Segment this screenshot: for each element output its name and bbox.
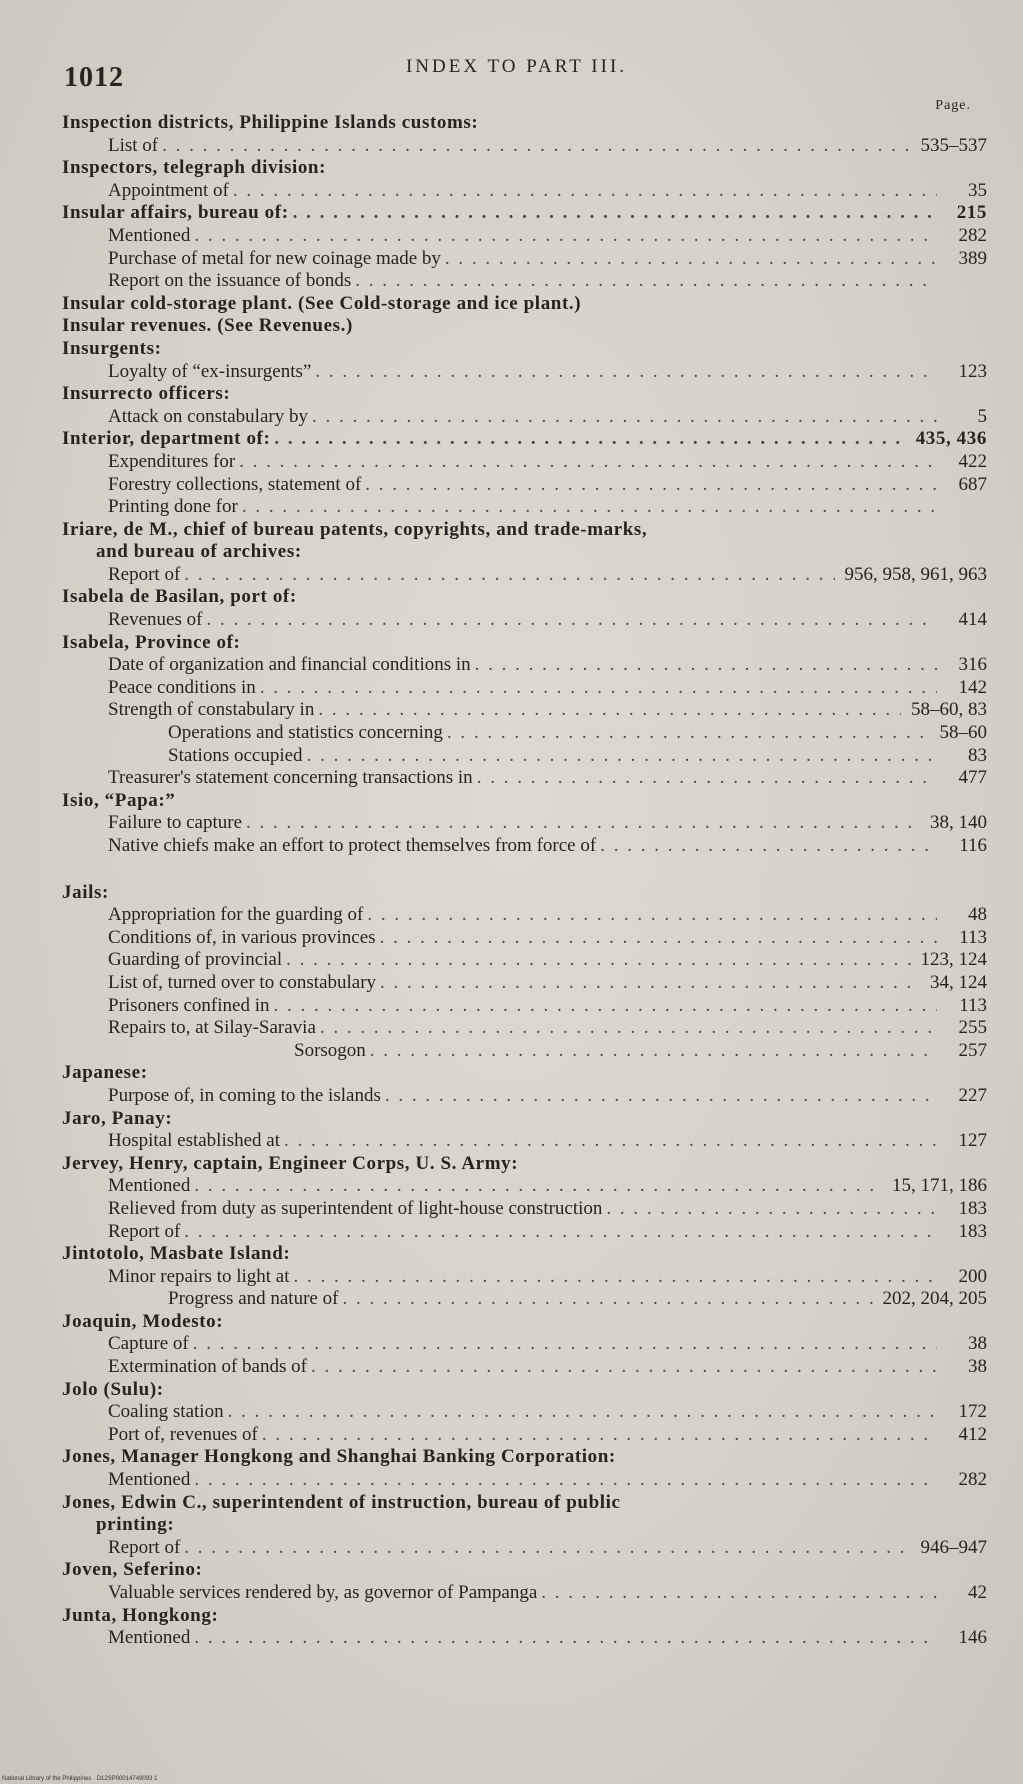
leader-dots [320,1017,937,1040]
entry-text: Progress and nature of [168,1288,339,1310]
entry-text: Valuable services rendered by, as governor of Pampanga [108,1582,538,1603]
page-reference: 202, 204, 205 [882,1288,987,1310]
page-reference: 58–60, 83 [911,699,987,721]
leader-dots [385,1085,937,1108]
leader-dots [445,248,937,271]
index-entry [0,1356,1023,1379]
page-reference: 389 [958,247,987,269]
leader-dots [246,812,920,835]
footer-credit: National Library of the Philippines · D12SP00014749093 1 [2,1776,158,1782]
entry-text: Hospital established at [108,1130,281,1152]
entry-text: Peace conditions in [108,676,256,698]
page-reference: 42 [968,1582,987,1603]
entry-text: Conditions of, in various provinces [108,926,376,948]
index-entry [0,1333,1023,1356]
running-title: INDEX TO PART III. [405,56,628,77]
entry-text: Mentioned [108,1175,191,1197]
index-heading: Isio, “Papa:” [62,789,176,811]
entry-text: Purpose of, in coming to the islands [108,1084,381,1106]
page-reference: 48 [968,904,987,926]
index-entry [0,225,1023,248]
page-reference: 183 [958,1197,987,1219]
page-reference: 142 [958,676,987,698]
leader-dots [600,835,937,858]
index-heading: Jintotolo, Masbate Island: [62,1243,291,1265]
entry-text: Purchase of metal for new coinage made by [108,247,441,269]
page-reference: 282 [958,224,987,246]
entry-text: Native chiefs make an effort to protect themselves from force of [108,835,597,856]
index-entry [0,406,1023,429]
index-entry [0,812,1023,835]
entry-text: Printing done for [108,496,238,518]
entry-text: Sorsogon [294,1039,366,1061]
leader-dots [312,406,937,429]
index-entry [0,677,1023,700]
leader-dots [380,927,937,950]
index-entry [0,135,1023,158]
entry-text: Date of organization and financial conditions in [108,654,471,676]
page-reference: 113 [959,994,987,1016]
index-entry [0,972,1023,995]
index-entry [0,564,1023,587]
page-reference: 255 [958,1017,987,1039]
leader-dots [606,1198,937,1221]
index-entry [0,1130,1023,1153]
index-entry [0,904,1023,927]
leader-dots [367,904,937,927]
entry-text: Report of [108,1536,181,1558]
leader-dots [342,1288,872,1311]
index-entry [0,767,1023,790]
leader-dots [239,451,937,474]
entry-text: List of [108,134,159,156]
index-entry [0,609,1023,632]
index-entry [0,361,1023,384]
page-reference: 38 [968,1333,987,1355]
page-reference: 477 [958,767,987,789]
page-reference: 5 [977,405,987,427]
entry-text: Appointment of [108,179,229,201]
leader-dots [162,135,910,158]
page-number: 1012 [64,62,124,93]
leader-dots [184,564,834,587]
index-entry [0,1175,1023,1198]
page-reference: 123 [958,360,987,382]
index-entry [0,1266,1023,1289]
index-entry [0,1221,1023,1244]
index-heading: Isabela, Province of: [62,631,241,653]
page-reference: 123, 124 [920,949,987,971]
page-reference: 38 [968,1356,987,1378]
entry-text: Report on the issuance of bonds [108,270,352,292]
entry-text: Expenditures for [108,450,236,472]
leader-dots [286,949,910,972]
index-heading: Jails: [62,881,109,903]
index-entry [0,474,1023,497]
index-entry [0,1469,1023,1492]
index-heading: Jolo (Sulu): [62,1378,164,1400]
index-heading: Isabela de Basilan, port of: [62,586,297,608]
page-reference: 316 [958,654,987,676]
index-heading: printing: [96,1514,175,1536]
page-reference: 113 [959,926,987,948]
index-entry [0,1085,1023,1108]
index-entry [0,1401,1023,1424]
leader-dots [293,202,937,225]
index-heading: Japanese: [62,1062,148,1084]
leader-dots [541,1582,937,1605]
leader-dots [311,1356,937,1379]
entry-text: Report of [108,563,181,585]
index-entry [0,1017,1023,1040]
leader-dots [184,1537,910,1560]
page-reference: 200 [958,1265,987,1287]
leader-dots [206,609,937,632]
entry-text: Treasurer's statement concerning transactions in [108,767,473,789]
page-reference: 83 [968,744,987,766]
index-heading: and bureau of archives: [96,541,302,563]
page-reference: 414 [958,609,987,631]
index-heading: Inspection districts, Philippine Islands customs: [62,112,479,133]
leader-dots [284,1130,937,1153]
page-reference: 435, 436 [915,428,987,450]
leader-dots [315,361,937,384]
index-entry [0,722,1023,745]
index-entry [0,949,1023,972]
index-heading: Inspectors, telegraph division: [62,157,327,179]
entry-text: Report of [108,1220,181,1242]
leader-dots [194,1469,937,1492]
entry-text: Appropriation for the guarding of [108,904,364,926]
entry-text: Port of, revenues of [108,1423,258,1445]
page-reference: 282 [958,1469,987,1491]
leader-dots [242,496,937,519]
leader-dots [294,1266,937,1289]
index-entry [0,1288,1023,1311]
index-entry [0,1198,1023,1221]
page-reference: 146 [958,1627,987,1649]
entry-text: Mentioned [108,224,191,246]
page-reference: 422 [958,450,987,472]
page-reference: 227 [958,1084,987,1106]
index-entry [0,1582,1023,1605]
page-reference: 35 [968,179,987,201]
entry-text: Coaling station [108,1401,224,1423]
page-reference: 946–947 [920,1536,987,1558]
page-reference: 127 [958,1130,987,1152]
entry-text: Relieved from duty as superintendent of light-house construction [108,1197,603,1219]
index-entry [0,1040,1023,1063]
entry-text: Revenues of [108,609,203,631]
leader-dots [307,745,937,768]
page-reference: 412 [958,1423,987,1445]
entry-text: Attack on constabulary by [108,405,308,427]
index-heading: Joaquin, Modesto: [62,1310,224,1332]
leader-dots [273,995,937,1018]
index-heading [0,202,1023,225]
index-entry [0,451,1023,474]
entry-text: Repairs to, at Silay-Saravia [108,1017,316,1039]
index-entry [0,1537,1023,1560]
index-entry [0,927,1023,950]
leader-dots [318,699,901,722]
entry-text: Stations occupied [168,744,303,766]
entry-text: List of, turned over to constabulary [108,971,377,993]
entry-text: Extermination of bands of [108,1356,307,1378]
index-entry [0,745,1023,768]
index-heading: Junta, Hongkong: [62,1604,219,1626]
index-entry [0,496,1023,519]
entry-text: Mentioned [108,1469,191,1491]
page-reference: 956, 958, 961, 963 [844,563,987,585]
leader-dots [447,722,930,745]
page-reference: 215 [956,202,987,224]
leader-dots [260,677,937,700]
page-column-label: Page. [935,98,971,113]
index-entry [0,270,1023,293]
entry-text: Guarding of provincial [108,949,283,971]
page-reference: 257 [958,1039,987,1061]
leader-dots [262,1424,937,1447]
index-heading: Jones, Edwin C., superintendent of instruction, bureau of public [62,1491,621,1513]
index-entry [0,654,1023,677]
page-reference: 34, 124 [930,971,987,993]
index-heading: Insurrecto officers: [62,383,231,405]
index-entry [0,1424,1023,1447]
leader-dots [194,1175,882,1198]
index-entry [0,835,1023,858]
leader-dots [274,428,905,451]
index-list [0,112,1023,1650]
leader-dots [194,225,937,248]
page-reference: 38, 140 [930,812,987,834]
leader-dots [228,1401,937,1424]
entry-text: Prisoners confined in [108,994,270,1016]
leader-dots [370,1040,937,1063]
entry-text: Forestry collections, statement of [108,473,362,495]
leader-dots [193,1333,937,1356]
page-reference: 15, 171, 186 [892,1175,987,1197]
leader-dots [233,180,937,203]
index-heading: Insular revenues. (See Revenues.) [62,315,353,337]
entry-text: Strength of constabulary in [108,699,315,721]
heading-text: Interior, department of: [62,428,271,450]
entry-text: Failure to capture [108,812,243,834]
page-reference: 535–537 [920,134,987,156]
index-heading: Jervey, Henry, captain, Engineer Corps, U. S. Army: [62,1152,519,1174]
index-entry [0,180,1023,203]
entry-text: Loyalty of “ex-insurgents” [108,360,312,382]
index-heading [0,428,1023,451]
index-heading: Iriare, de M., chief of bureau patents, copyrights, and trade-marks, [62,518,648,540]
leader-dots [477,767,937,790]
heading-text: Insular affairs, bureau of: [62,202,289,224]
page-reference: 172 [958,1401,987,1423]
index-heading: Insurgents: [62,337,162,359]
page-reference: 183 [958,1220,987,1242]
page-header [60,50,973,93]
entry-text: Capture of [108,1333,189,1355]
page-reference: 687 [958,473,987,495]
index-heading: Jones, Manager Hongkong and Shanghai Banking Corporation: [62,1446,616,1468]
index-entry [0,995,1023,1018]
entry-text: Operations and statistics concerning [168,722,443,744]
page-reference: 116 [959,835,987,856]
leader-dots [380,972,920,995]
index-heading: Insular cold-storage plant. (See Cold-storage and ice plant.) [62,292,582,314]
index-heading: Jaro, Panay: [62,1107,173,1129]
leader-dots [184,1221,937,1244]
index-entry [0,1627,1023,1650]
page-reference: 58–60 [939,722,987,744]
leader-dots [355,270,937,293]
leader-dots [194,1627,937,1650]
entry-text: Mentioned [108,1627,191,1649]
leader-dots [365,474,937,497]
index-heading: Joven, Seferino: [62,1559,203,1581]
index-entry [0,699,1023,722]
leader-dots [475,654,937,677]
entry-text: Minor repairs to light at [108,1265,290,1287]
index-entry [0,248,1023,271]
